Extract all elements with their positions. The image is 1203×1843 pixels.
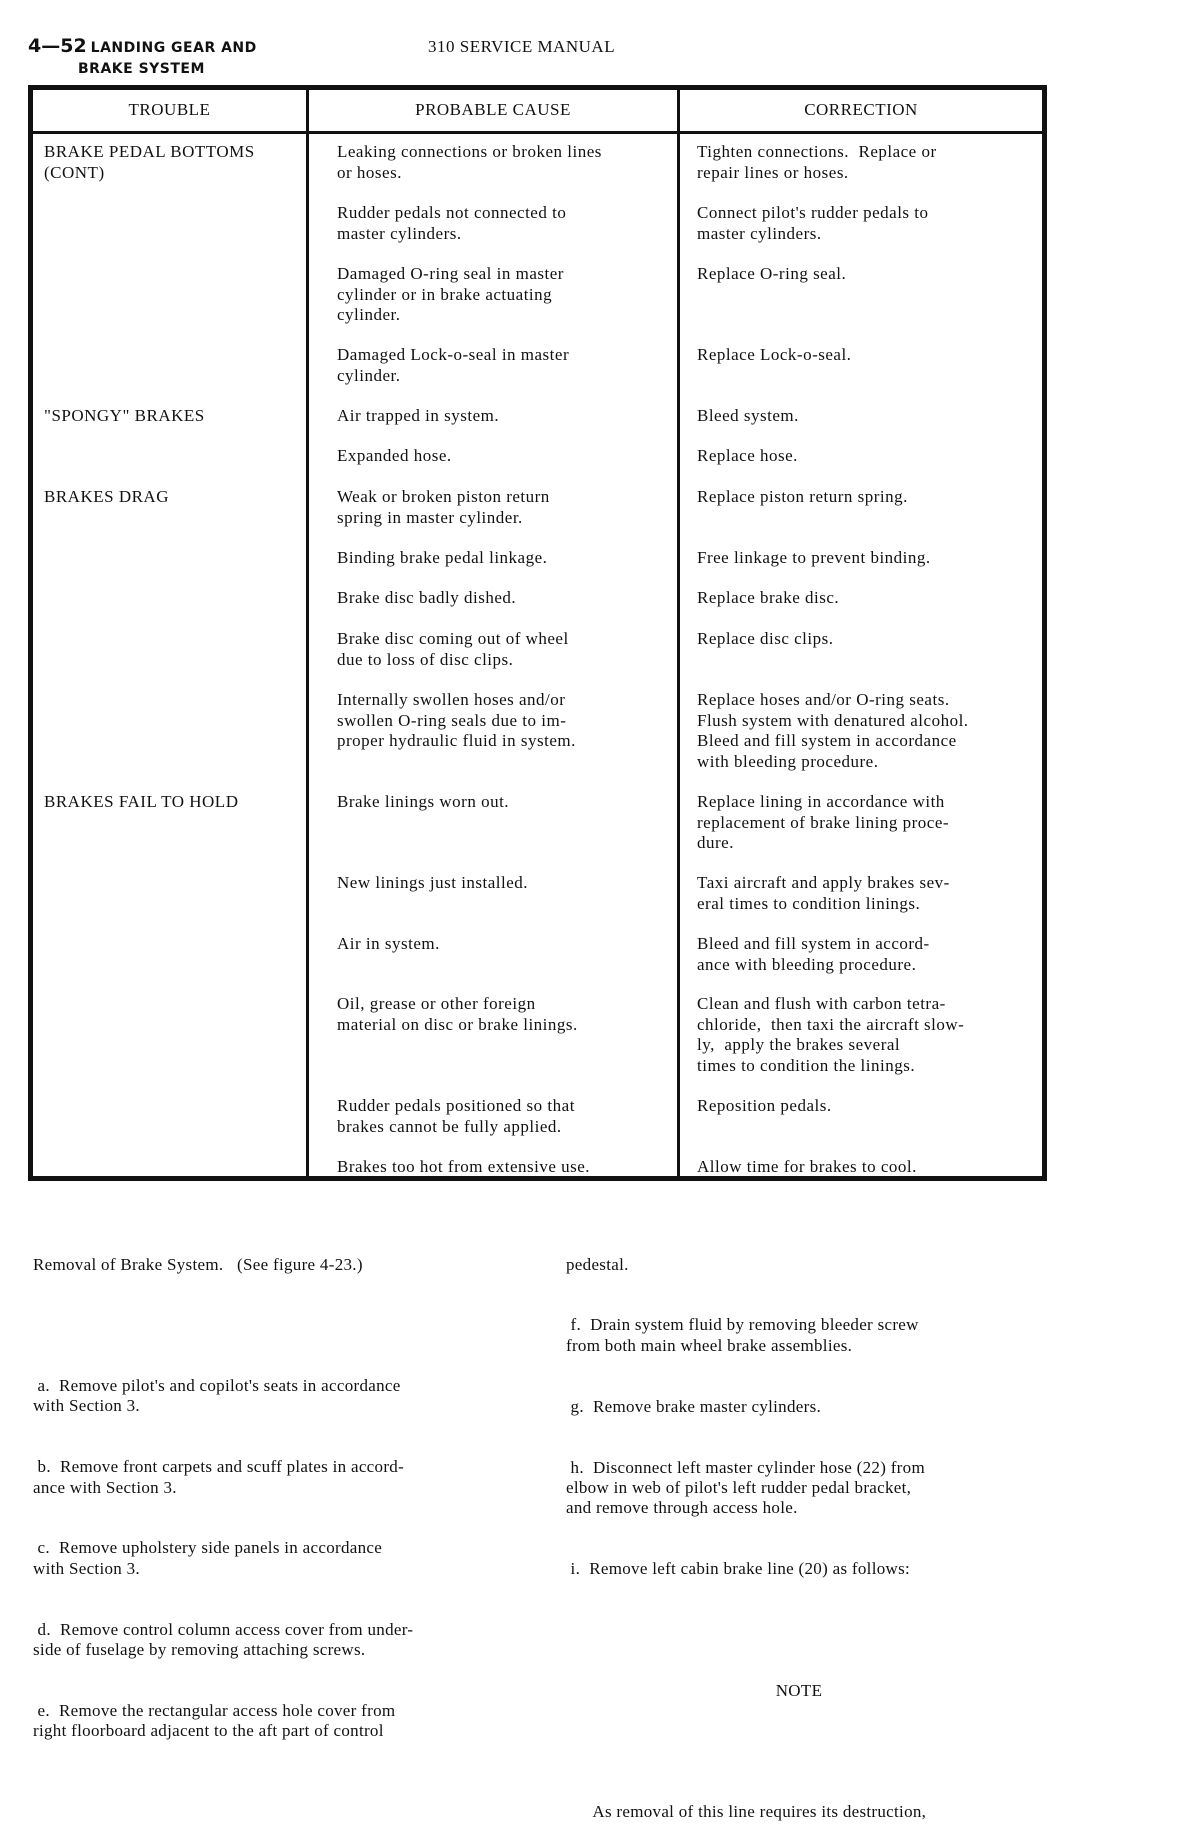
manual-title: 310 SERVICE MANUAL: [428, 37, 616, 56]
trouble-cell: BRAKES DRAG: [44, 487, 169, 506]
correction-cell: Bleed and fill system in accord- ance with bleeding procedure.: [697, 934, 930, 974]
cause-cell: Binding brake pedal linkage.: [337, 548, 548, 567]
cause-cell: Air in system.: [337, 934, 440, 953]
cause-cell: Leaking connections or broken lines or hoses.: [337, 142, 602, 182]
correction-cell: Tighten connections. Replace or repair lines or hoses.: [697, 142, 937, 182]
correction-cell: Replace O-ring seal.: [697, 264, 847, 283]
section-title-line2: BRAKE SYSTEM: [78, 61, 205, 77]
correction-cell: Allow time for brakes to cool.: [697, 1157, 917, 1176]
removal-right-column: [566, 1214, 1032, 1843]
section-title-line1: LANDING GEAR AND: [90, 40, 257, 56]
correction-cell: Free linkage to prevent binding.: [697, 548, 931, 567]
cause-cell: Brake disc coming out of wheel due to loss of disc clips.: [337, 629, 569, 669]
correction-cell: Replace brake disc.: [697, 588, 840, 607]
step-i: i. Remove left cabin brake line (20) as follows:: [566, 1559, 911, 1579]
correction-cell: Replace lining in accordance with replacement of brake lining proce- dure.: [697, 792, 950, 852]
trouble-cell: "SPONGY" BRAKES: [44, 406, 205, 425]
step-d: d. Remove control column access cover from under- side of fuselage by removing attaching screws.: [33, 1619, 414, 1659]
correction-cell: Replace piston return spring.: [697, 487, 908, 506]
trouble-cell: BRAKE PEDAL BOTTOMS (CONT): [44, 142, 255, 182]
cause-cell: Damaged O-ring seal in master cylinder or in brake actuating cylinder.: [337, 264, 564, 324]
column-header-correction: CORRECTION: [804, 100, 918, 119]
cause-cell: Air trapped in system.: [337, 406, 500, 425]
cause-cell: Expanded hose.: [337, 446, 452, 465]
note-text: As removal of this line requires its destruction,: [566, 1802, 927, 1822]
cause-cell: Brakes too hot from extensive use.: [337, 1157, 591, 1176]
column-header-trouble: TROUBLE: [128, 100, 211, 119]
correction-cell: Reposition pedals.: [697, 1096, 832, 1115]
cause-cell: Rudder pedals not connected to master cylinders.: [337, 203, 567, 243]
section-header: [28, 36, 257, 80]
correction-cell: Connect pilot's rudder pedals to master cylinders.: [697, 203, 929, 243]
correction-cell: Taxi aircraft and apply brakes sev- eral times to condition linings.: [697, 873, 950, 913]
trouble-cell: BRAKES FAIL TO HOLD: [44, 792, 239, 811]
cause-cell: New linings just installed.: [337, 873, 529, 892]
correction-cell: Replace hoses and/or O-ring seats. Flush system with denatured alcohol. Bleed and fill system in accordance with bleeding procedure.: [697, 690, 969, 771]
step-g: g. Remove brake master cylinders.: [566, 1396, 822, 1416]
cause-cell: Brake linings worn out.: [337, 792, 510, 811]
column-divider: [306, 90, 309, 1176]
note-heading: NOTE: [775, 1680, 823, 1700]
cause-cell: Internally swollen hoses and/or swollen O-ring seals due to im- proper hydraulic fluid in system.: [337, 690, 576, 750]
cause-cell: Rudder pedals positioned so that brakes cannot be fully applied.: [337, 1096, 575, 1136]
correction-cell: Bleed system.: [697, 406, 799, 425]
step-e: e. Remove the rectangular access hole cover from right floorboard adjacent to the aft part of control: [33, 1700, 396, 1741]
removal-heading: Removal of Brake System. (See figure 4-23.): [33, 1254, 363, 1274]
correction-cell: Replace disc clips.: [697, 629, 834, 648]
cause-cell: Weak or broken piston return spring in master cylinder.: [337, 487, 550, 527]
cause-cell: Brake disc badly dished.: [337, 588, 517, 607]
step-b: b. Remove front carpets and scuff plates in accord- ance with Section 3.: [33, 1457, 405, 1497]
cause-cell: Oil, grease or other foreign material on disc or brake linings.: [337, 994, 578, 1034]
step-f: f. Drain system fluid by removing bleeder screw from both main wheel brake assemblies.: [566, 1315, 919, 1355]
page-number: 4—52: [28, 35, 87, 57]
step-c: c. Remove upholstery side panels in accordance with Section 3.: [33, 1538, 383, 1578]
correction-cell: Replace hose.: [697, 446, 798, 465]
correction-cell: Replace Lock-o-seal.: [697, 345, 852, 364]
removal-left-column: [33, 1214, 413, 1762]
column-header-probable-cause: PROBABLE CAUSE: [415, 100, 571, 119]
cause-cell: Damaged Lock-o-seal in master cylinder.: [337, 345, 570, 385]
table-header: [33, 90, 1042, 134]
step-a: a. Remove pilot's and copilot's seats in accordance with Section 3.: [33, 1376, 401, 1416]
step-h: h. Disconnect left master cylinder hose (22) from elbow in web of pilot's left rudder pedal bracket, and remove through access hole.: [566, 1457, 925, 1518]
step-e-continued: pedestal.: [566, 1254, 629, 1274]
column-divider: [677, 90, 680, 1176]
correction-cell: Clean and flush with carbon tetra- chloride, then taxi the aircraft slow- ly, apply the brakes several times to condition the linings.: [697, 994, 965, 1075]
troubleshooting-table: [28, 85, 1047, 1181]
